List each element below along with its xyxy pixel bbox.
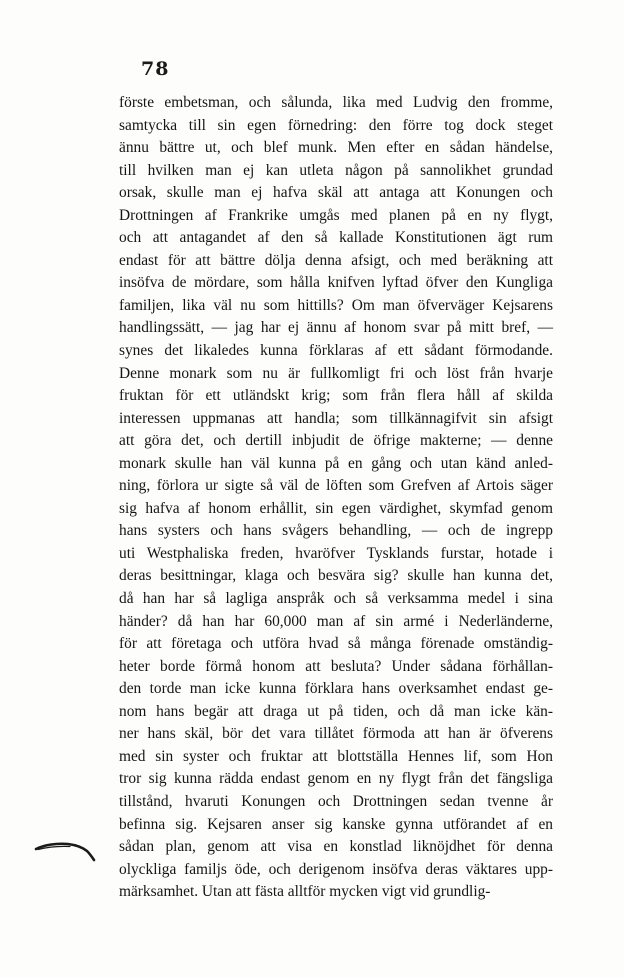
text-line: sådan plan, genom att visa en konstlad liknöjdhet för denna — [119, 838, 553, 856]
text-line: orsak, skulle man ej hafva skäl att antaga att Konungen och — [119, 184, 553, 202]
text-line: för att företaga och utföra hvad så många förenade omständig- — [119, 635, 553, 653]
text-line: uti Westphaliska freden, hvaröfver Tysklands furstar, hotade i — [119, 544, 553, 562]
text-line: händer? då han har 60,000 man af sin armé i Nederländerne, — [119, 612, 553, 630]
text-line: interessen uppmanas att handla; som tillkännagifvit sin afsigt — [119, 409, 553, 427]
text-line: handlingssätt, — jag har ej ännu af honom svar på mitt bref, — — [119, 319, 553, 337]
text-line: fruktan för ett utländskt krig; som från flera håll af skilda — [119, 387, 553, 405]
text-line: Denne monark som nu är fullkomligt fri och löst från hvarje — [119, 364, 553, 382]
text-line: sig hafva af honom erhållit, sin egen värdighet, skymfad genom — [119, 499, 553, 517]
text-line: befinna sig. Kejsaren anser sig kanske gynna utförandet af en — [119, 815, 553, 833]
text-line: ning, förlora ur sigte så väl de löften som Grefven af Artois säger — [119, 477, 553, 495]
text-line: olyckliga familjs öde, och derigenom insöfva deras väktares upp- — [119, 860, 553, 878]
text-line: märksamhet. Utan att fästa alltför mycken vigt vid grundlig- — [119, 883, 491, 901]
text-line: ännu bättre ut, och blef munk. Men efter en sådan händelse, — [119, 139, 553, 157]
text-line: ner hans skäl, bör det vara tillåtet förmoda att han är öfverens — [119, 725, 553, 743]
text-line: deras besittningar, klaga och besvära sig? skulle han kunna det, — [119, 567, 553, 585]
text-line: och att antagandet af den så kallade Konstitutionen ägt rum — [119, 229, 553, 247]
text-line: Drottningen af Frankrike umgås med planen på en ny flygt, — [119, 206, 553, 224]
text-line: synes det likaledes kunna förklaras af ett sådant förmodande. — [119, 342, 553, 360]
text-line: monark skulle han väl kunna på en gång och utan känd anled- — [119, 454, 553, 472]
text-line: till hvilken man ej kan utleta någon på sannolikhet grundad — [119, 161, 553, 179]
text-line: hans systers och hans svågers behandling, — och de ingrepp — [119, 522, 553, 540]
text-line: samtycka till sin egen förnedring: den förre tog dock steget — [119, 116, 553, 134]
text-line: heter borde förmå honom att besluta? Under sådana förhållan- — [119, 657, 553, 675]
text-line: endast för att bättre dölja denna afsigt, och med beräkning att — [119, 251, 553, 269]
text-line: nom hans begär att draga ut på tiden, och då man icke kän- — [119, 702, 553, 720]
body-text — [119, 92, 553, 904]
text-line: den torde man icke kunna förklara hans overksamhet endast ge- — [119, 680, 553, 698]
text-line: tror sig kunna rädda endast genom en ny flygt från det fängsliga — [119, 770, 553, 788]
text-line: att göra det, och dertill inbjudit de öfrige makterne; — denne — [119, 432, 553, 450]
text-line: familjen, lika väl nu som hittills? Om man öfverväger Kejsarens — [119, 296, 553, 314]
text-line: med sin syster och fruktar att blottställa Hennes lif, som Hon — [119, 747, 553, 765]
text-line: tillstånd, hvaruti Konungen och Drottningen sedan tvenne år — [119, 792, 553, 810]
text-line: då han har så lagliga anspråk och så verksamma medel i sina — [119, 590, 553, 608]
text-line: insöfva de mördare, som hålla knifven lyftad öfver den Kungliga — [119, 274, 553, 292]
text-line: förste embetsman, och sålunda, lika med Ludvig den fromme, — [119, 94, 553, 111]
ink-stroke-mark-icon — [34, 836, 96, 862]
page-number: 78 — [141, 58, 170, 80]
